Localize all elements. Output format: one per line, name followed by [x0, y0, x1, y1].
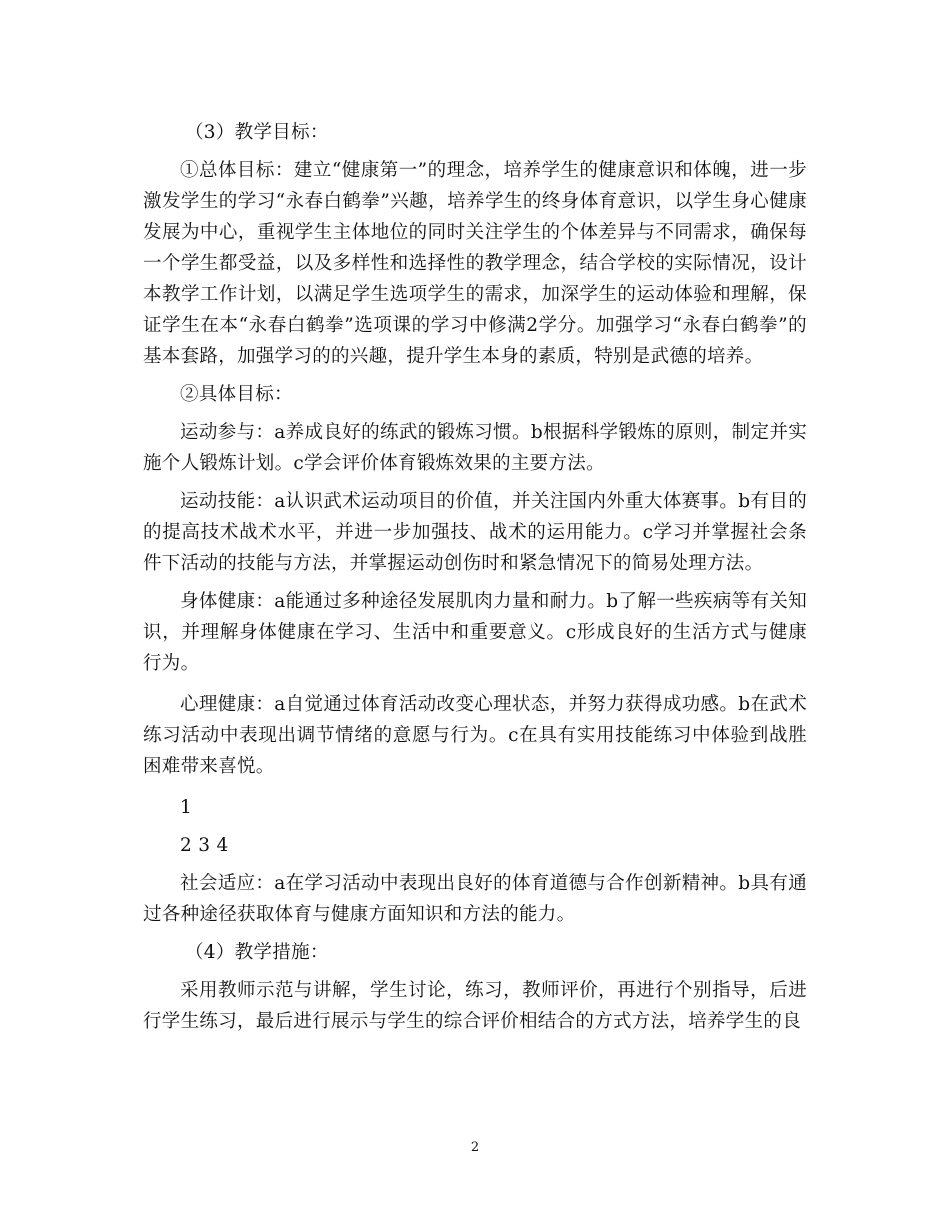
section-heading-teaching-measures: （4）教学措施：	[185, 942, 329, 963]
section-heading-teaching-goals: （3）教学目标：	[185, 122, 329, 143]
teaching-measures-paragraph: 采用教师示范与讲解，学生讨论，练习，教师评价，再进行个别指导，后进行学生练习，最后进行展示与学生的综合评价相结合的方式方法，培养学生的良	[143, 980, 807, 1032]
stray-number-line-2: 2 3 4	[180, 835, 229, 856]
sports-skills-paragraph: 运动技能：a认识武术运动项目的价值，并关注国内外重大体赛事。b有目的的提高技术战术水平，并进一步加强技、战术的运用能力。c学习并掌握社会条件下活动的技能与方法，并掌握运动创伤时和紧急情况下的简易处理方法。	[143, 491, 807, 574]
specific-goals-heading: ②具体目标：	[180, 384, 293, 405]
sports-participation-paragraph: 运动参与：a养成良好的练武的锻炼习惯。b根据科学锻炼的原则，制定并实施个人锻炼计划。c学会评价体育锻炼效果的主要方法。	[143, 422, 807, 474]
document-body	[143, 117, 807, 1037]
page-number: 2	[470, 1140, 480, 1155]
mental-health-paragraph: 心理健康：a自觉通过体育活动改变心理状态，并努力获得成功感。b在武术练习活动中表现出调节情绪的意愿与行为。c在具有实用技能练习中体验到战胜困难带来喜悦。	[143, 694, 807, 777]
stray-number-line-1: 1	[180, 797, 193, 818]
physical-health-paragraph: 身体健康：a能通过多种途径发展肌肉力量和耐力。b了解一些疾病等有关知识，并理解身体健康在学习、生活中和重要意义。c形成良好的生活方式与健康行为。	[143, 591, 807, 674]
social-adaptation-paragraph: 社会适应：a在学习活动中表现出良好的体育道德与合作创新精神。b具有通过各种途径获取体育与健康方面知识和方法的能力。	[143, 873, 807, 925]
overall-goal-paragraph: ①总体目标：建立“健康第一”的理念，培养学生的健康意识和体魄，进一步激发学生的学习“永春白鹤拳”兴趣，培养学生的终身体育意识，以学生身心健康发展为中心，重视学生主体地位的同时关注学生的个体差异与不同需求，确保每一个学生都受益，以及多样性和选择性的教学理念，结合学校的实际情况，设计本教学工作计划，以满足学生选项学生的需求，加深学生的运动体验和理解，保证学生在本“永春白鹤拳”选项课的学习中修满2学分。加强学习“永春白鹤拳”的基本套路，加强学习的的兴趣，提升学生本身的素质，特别是武德的培养。	[143, 160, 807, 367]
